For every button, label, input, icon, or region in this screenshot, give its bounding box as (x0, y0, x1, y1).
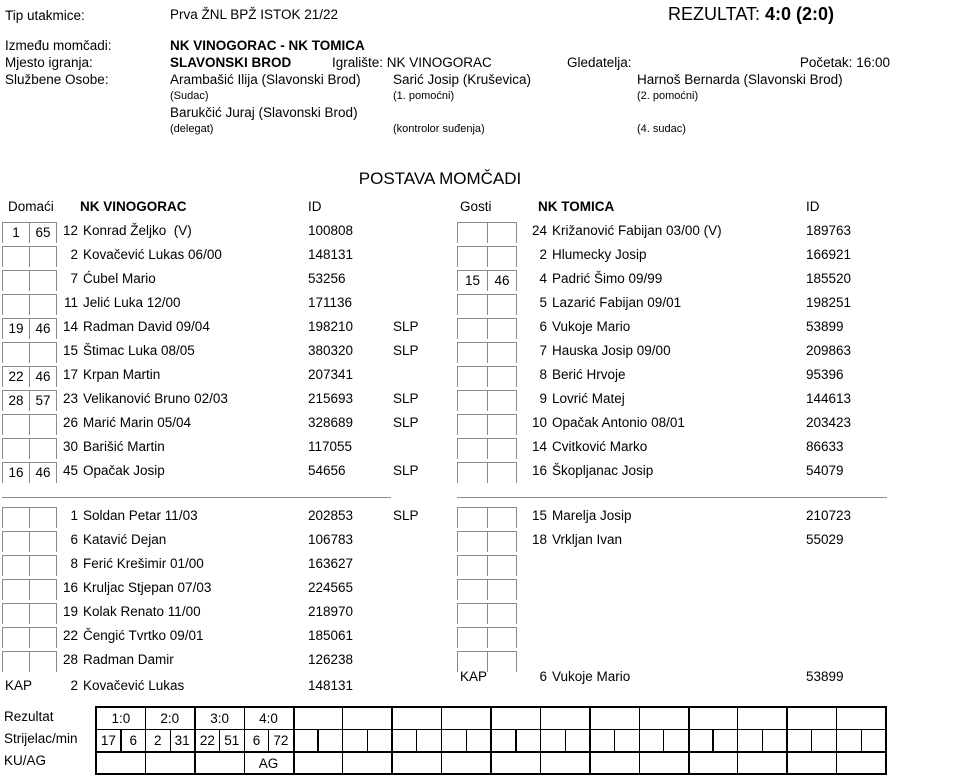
slp-tag: SLP (393, 415, 419, 430)
ground-label: Igralište: (332, 55, 384, 70)
venue-label: Mjesto igranja: (5, 55, 93, 70)
player-name: Radman David 09/04 (83, 319, 210, 334)
sub-minute-cell: 46 (487, 270, 517, 291)
shirt-number: 16 (62, 580, 78, 595)
result-cell: 3:0 (195, 707, 244, 730)
player-name: Katavić Dejan (83, 532, 167, 547)
shirt-number: 6 (70, 532, 78, 547)
shirt-number: 30 (62, 439, 78, 454)
shirt-number: 7 (539, 343, 547, 358)
substitution-boxes (457, 507, 517, 528)
scorer-number-cell (343, 730, 368, 753)
referee-name: Arambašić Ilija (Slavonski Brod) (170, 72, 361, 87)
sub-in-cell (457, 555, 487, 576)
home-side-label: Domaći (8, 199, 54, 214)
player-name: Lazarić Fabijan 09/01 (552, 295, 682, 310)
away-team-name: NK TOMICA (538, 199, 615, 214)
sub-in-cell (457, 342, 487, 363)
fourth-official-role: (4. sudac) (637, 123, 686, 135)
substitute-row (0, 627, 968, 651)
player-name: Cvitković Marko (552, 439, 648, 454)
scorer-minute-cell (713, 730, 738, 753)
player-id: 185061 (308, 628, 354, 643)
sub-minute-cell (487, 627, 517, 648)
player-name: Hlumecky Josip (552, 247, 647, 262)
kuag-row (96, 752, 886, 774)
result-row (96, 707, 886, 730)
result-cell (837, 707, 886, 730)
scorer-number-cell: 17 (96, 730, 121, 753)
player-id: 198251 (806, 295, 852, 310)
kuag-cell (96, 752, 145, 774)
ground-value: NK VINOGORAC (386, 55, 492, 70)
between-teams-label: Između momčadi: (5, 38, 112, 53)
kuag-cell (738, 752, 787, 774)
kuag-cell (639, 752, 688, 774)
player-id: 148131 (308, 247, 354, 262)
player-id: 380320 (308, 343, 354, 358)
assistant1-role: (1. pomoćni) (393, 90, 455, 102)
substitution-boxes (457, 342, 517, 363)
player-name: Ćubel Mario (83, 271, 156, 286)
substitution-boxes (457, 390, 517, 411)
substitution-boxes (457, 627, 517, 648)
result-value: 4:0 (2:0) (765, 4, 835, 24)
player-id: 100808 (308, 223, 354, 238)
result-cell (639, 707, 688, 730)
player-id: 144613 (806, 391, 852, 406)
player-id: 55029 (806, 532, 844, 547)
shirt-number: 2 (70, 247, 78, 262)
starter-row (0, 462, 968, 486)
score-row-label-result: Rezultat (4, 709, 54, 724)
sub-in-cell (457, 579, 487, 600)
venue-city: SLAVONSKI BROD (170, 55, 292, 70)
captain-label: KAP (5, 678, 33, 693)
player-name: Vukoje Mario (552, 319, 631, 334)
player-id: 86633 (806, 439, 844, 454)
player-name: Berić Hrvoje (552, 367, 626, 382)
substitution-boxes (457, 318, 517, 339)
shirt-number: 14 (62, 319, 78, 334)
scorer-minute-cell (466, 730, 491, 753)
player-name: Vukoje Mario (552, 669, 631, 684)
scorer-minute-cell: 31 (170, 730, 195, 753)
player-id: 218970 (308, 604, 354, 619)
player-id: 106783 (308, 532, 354, 547)
shirt-number: 23 (62, 391, 78, 406)
shirt-number: 7 (70, 271, 78, 286)
scorer-number-cell (491, 730, 516, 753)
player-name: Radman Damir (83, 652, 174, 667)
shirt-number: 17 (62, 367, 78, 382)
scorer-minute-cell (318, 730, 343, 753)
slp-tag: SLP (393, 343, 419, 358)
sub-minute-cell: 57 (29, 390, 57, 411)
shirt-number: 8 (70, 556, 78, 571)
kuag-cell (442, 752, 491, 774)
match-teams: NK VINOGORAC - NK TOMICA (170, 38, 365, 53)
player-id: 53899 (806, 319, 844, 334)
starter-row (0, 270, 968, 294)
shirt-number: 16 (531, 463, 547, 478)
player-id: 171136 (308, 295, 353, 310)
substitution-boxes (457, 603, 517, 624)
result-cell (689, 707, 738, 730)
scorer-minute-cell (565, 730, 590, 753)
scorer-minute-cell (417, 730, 442, 753)
away-subs-divider (457, 497, 887, 498)
slp-tag: SLP (393, 319, 419, 334)
sub-in-cell (457, 414, 487, 435)
kuag-cell (590, 752, 639, 774)
substitution-boxes (457, 294, 517, 315)
player-name: Krpan Martin (83, 367, 161, 382)
result-cell: 1:0 (96, 707, 145, 730)
sub-in-cell (457, 222, 487, 243)
sub-in-cell (457, 438, 487, 459)
player-name: Jelić Luka 12/00 (83, 295, 181, 310)
player-name: Opačak Josip (83, 463, 165, 478)
result-cell (540, 707, 589, 730)
referee-role: (Sudac) (170, 90, 209, 102)
scorer-minute-cell (861, 730, 886, 753)
scorer-number-cell (442, 730, 467, 753)
player-id: 54079 (806, 463, 844, 478)
player-name: Hauska Josip 09/00 (552, 343, 671, 358)
player-id: 202853 (308, 508, 354, 523)
sub-in-cell (457, 318, 487, 339)
sub-in-cell (457, 507, 487, 528)
shirt-number: 18 (531, 532, 547, 547)
assistant1-name: Sarić Josip (Kruševica) (393, 72, 532, 87)
shirt-number: 2 (539, 247, 547, 262)
substitute-row (0, 579, 968, 603)
starter-row (0, 438, 968, 462)
substitute-row (0, 555, 968, 579)
player-name: Velikanović Bruno 02/03 (83, 391, 228, 406)
substitution-boxes (457, 366, 517, 387)
kuag-cell (145, 752, 194, 774)
shirt-number: 1 (70, 508, 78, 523)
shirt-number: 15 (531, 508, 547, 523)
sub-in-cell: 28 (2, 390, 29, 411)
delegate-name: Barukčić Juraj (Slavonski Brod) (170, 105, 358, 120)
sub-minute-cell: 65 (29, 222, 57, 243)
kuag-cell (787, 752, 836, 774)
score-progress-table (95, 706, 887, 775)
starter-row (0, 222, 968, 246)
player-id: 53256 (308, 271, 346, 286)
substitution-boxes (457, 222, 517, 243)
score-row-label-kuag: KU/AG (4, 753, 47, 768)
player-id: 198210 (308, 319, 354, 334)
scorer-number-cell (590, 730, 615, 753)
scorer-minute-cell: 6 (121, 730, 146, 753)
sub-in-cell: 16 (2, 462, 29, 483)
captain-label: KAP (460, 669, 488, 684)
score-row-label-scorer: Strijelac/min (4, 731, 78, 746)
kuag-cell (491, 752, 540, 774)
away-side-label: Gosti (460, 199, 492, 214)
player-name: Kruljac Stjepan 07/03 (83, 580, 212, 595)
shirt-number: 8 (539, 367, 547, 382)
match-type-label: Tip utakmice: (5, 8, 85, 23)
starter-row (0, 318, 968, 342)
player-name: Štimac Luka 08/05 (83, 343, 195, 358)
player-name: Vrkljan Ivan (552, 532, 623, 547)
kuag-cell (540, 752, 589, 774)
player-id: 209863 (806, 343, 852, 358)
player-id: 210723 (806, 508, 852, 523)
scorer-number-cell (294, 730, 319, 753)
player-name: Marelja Josip (552, 508, 632, 523)
player-name: Opačak Antonio 08/01 (552, 415, 685, 430)
shirt-number: 11 (63, 295, 78, 310)
shirt-number: 45 (62, 463, 78, 478)
player-id: 148131 (308, 678, 354, 693)
shirt-number: 6 (539, 319, 547, 334)
player-id: 163627 (308, 556, 354, 571)
player-id: 189763 (806, 223, 852, 238)
sub-minute-cell: 46 (29, 318, 57, 339)
player-name: Križanović Fabijan 03/00 (V) (552, 223, 722, 238)
starter-row (0, 366, 968, 390)
kickoff-label: Početak: (799, 55, 853, 70)
slp-tag: SLP (393, 463, 419, 478)
player-id: 126238 (308, 652, 354, 667)
ground-line (332, 55, 492, 70)
player-name: Lovrić Matej (552, 391, 625, 406)
competition-name: Prva ŽNL BPŽ ISTOK 21/22 (170, 7, 339, 22)
player-id: 166921 (806, 247, 852, 262)
shirt-number: 24 (531, 223, 547, 238)
sub-in-cell: 15 (457, 270, 487, 291)
kuag-cell (837, 752, 886, 774)
starter-row (0, 414, 968, 438)
sub-in-cell (457, 390, 487, 411)
scorer-number-cell (639, 730, 664, 753)
kuag-cell (343, 752, 392, 774)
scorer-number-cell (540, 730, 565, 753)
home-team-name: NK VINOGORAC (80, 199, 187, 214)
scorer-number-cell (738, 730, 763, 753)
player-name: Padrić Šimo 09/99 (552, 271, 663, 286)
scorer-minute-cell: 72 (269, 730, 294, 753)
result-cell: 4:0 (244, 707, 293, 730)
sub-in-cell (457, 627, 487, 648)
scorer-number-cell (837, 730, 862, 753)
player-name: Čengić Tvrtko 09/01 (83, 628, 204, 643)
spectators-label: Gledatelja: (567, 55, 632, 70)
substitution-boxes (457, 414, 517, 435)
result-label: REZULTAT: (668, 4, 761, 24)
starter-row (0, 390, 968, 414)
delegate-role: (delegat) (170, 123, 214, 135)
result-cell (738, 707, 787, 730)
result-cell (392, 707, 441, 730)
shirt-number: 5 (539, 295, 547, 310)
scorer-minute-row (96, 730, 886, 753)
kuag-cell (195, 752, 244, 774)
player-name: Konrad Željko (V) (83, 223, 192, 238)
player-name: Soldan Petar 11/03 (83, 508, 198, 523)
home-id-header: ID (308, 199, 322, 214)
starter-row (0, 294, 968, 318)
sub-minute-cell (487, 579, 517, 600)
scorer-number-cell: 6 (244, 730, 269, 753)
substitution-boxes (457, 579, 517, 600)
player-id: 207341 (308, 367, 354, 382)
kickoff-time: 16:00 (856, 55, 890, 70)
away-id-header: ID (806, 199, 820, 214)
substitution-boxes (457, 246, 517, 267)
sub-minute-cell: 46 (29, 462, 57, 483)
shirt-number: 2 (70, 678, 78, 693)
sub-minute-cell (487, 555, 517, 576)
shirt-number: 22 (62, 628, 78, 643)
result-cell (787, 707, 836, 730)
substitution-boxes (457, 438, 517, 459)
shirt-number: 10 (531, 415, 547, 430)
scorer-minute-cell (368, 730, 393, 753)
player-id: 54656 (308, 463, 346, 478)
player-id: 95396 (806, 367, 844, 382)
player-name: Kovačević Lukas (83, 678, 185, 693)
sub-in-cell: 22 (2, 366, 29, 387)
assistant2-name: Harnoš Bernarda (Slavonski Brod) (637, 72, 843, 87)
sub-in-cell: 19 (2, 318, 29, 339)
lineups-title: POSTAVA MOMČADI (358, 169, 522, 188)
shirt-number: 26 (62, 415, 78, 430)
player-name: Kolak Renato 11/00 (83, 604, 201, 619)
player-id: 117055 (308, 439, 353, 454)
result-cell: 2:0 (145, 707, 194, 730)
result-line (668, 4, 834, 25)
scorer-number-cell: 22 (195, 730, 220, 753)
scorer-minute-cell (516, 730, 541, 753)
player-id: 203423 (806, 415, 852, 430)
slp-tag: SLP (393, 391, 419, 406)
shirt-number: 19 (62, 604, 78, 619)
shirt-number: 15 (62, 343, 78, 358)
result-cell (442, 707, 491, 730)
shirt-number: 12 (62, 223, 78, 238)
scorer-number-cell (787, 730, 812, 753)
player-id: 53899 (806, 669, 844, 684)
player-id: 215693 (308, 391, 354, 406)
sub-minute-cell (487, 603, 517, 624)
scorer-minute-cell (614, 730, 639, 753)
sub-in-cell (457, 603, 487, 624)
substitute-row (0, 507, 968, 531)
substitution-boxes (457, 555, 517, 576)
player-id: 224565 (308, 580, 354, 595)
scorer-number-cell (392, 730, 417, 753)
scorer-minute-cell (812, 730, 837, 753)
scorer-number-cell: 2 (145, 730, 170, 753)
sub-in-cell (457, 531, 487, 552)
result-cell (590, 707, 639, 730)
shirt-number: 4 (539, 271, 547, 286)
result-cell (294, 707, 343, 730)
result-cell (491, 707, 540, 730)
sub-in-cell: 1 (2, 222, 29, 243)
substitute-row (0, 603, 968, 627)
controller-role: (kontrolor suđenja) (393, 123, 485, 135)
shirt-number: 14 (531, 439, 547, 454)
shirt-number: 9 (539, 391, 547, 406)
result-cell (343, 707, 392, 730)
player-id: 328689 (308, 415, 354, 430)
kuag-cell: AG (244, 752, 293, 774)
scorer-minute-cell (763, 730, 788, 753)
scorer-number-cell (689, 730, 714, 753)
sub-in-cell (457, 246, 487, 267)
starter-row (0, 246, 968, 270)
substitution-boxes (457, 270, 517, 291)
kuag-cell (392, 752, 441, 774)
player-name: Barišić Martin (83, 439, 165, 454)
player-name: Škopljanac Josip (552, 463, 654, 478)
scorer-minute-cell: 51 (219, 730, 244, 753)
kuag-cell (689, 752, 738, 774)
kickoff-line (760, 55, 890, 70)
substitution-boxes (457, 531, 517, 552)
home-subs-divider (2, 497, 391, 498)
player-id: 185520 (806, 271, 852, 286)
sub-minute-cell: 46 (29, 366, 57, 387)
player-name: Kovačević Lukas 06/00 (83, 247, 222, 262)
captain-row (0, 668, 968, 692)
scorer-minute-cell (664, 730, 689, 753)
sub-in-cell (457, 366, 487, 387)
substitute-row (0, 531, 968, 555)
assistant2-role: (2. pomoćni) (637, 90, 699, 102)
sub-in-cell (457, 462, 487, 483)
slp-tag: SLP (393, 508, 419, 523)
substitution-boxes (457, 462, 517, 483)
shirt-number: 6 (539, 669, 547, 684)
starter-row (0, 342, 968, 366)
officials-label: Službene Osobe: (5, 72, 109, 87)
player-name: Marić Marin 05/04 (83, 415, 192, 430)
kuag-cell (294, 752, 343, 774)
player-name: Ferić Krešimir 01/00 (83, 556, 204, 571)
shirt-number: 28 (62, 652, 78, 667)
sub-in-cell (457, 294, 487, 315)
